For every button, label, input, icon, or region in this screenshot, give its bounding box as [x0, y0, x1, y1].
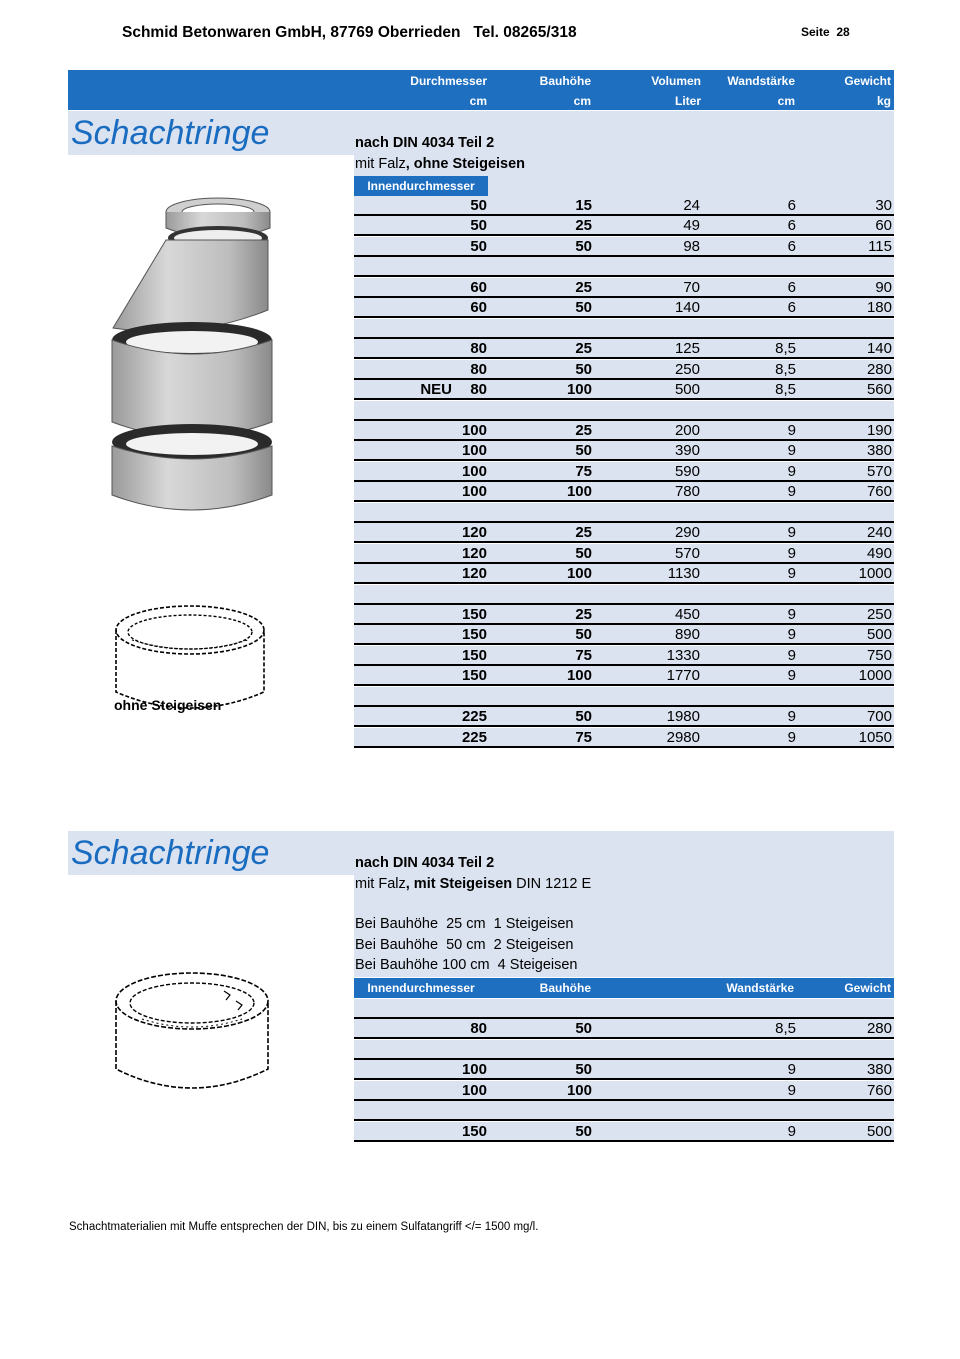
row-cell-bg [354, 503, 488, 523]
col-volume-unit: Liter [674, 94, 701, 108]
row-height: 50 [575, 544, 592, 562]
row-weight: 760 [866, 483, 892, 501]
row-diameter: 60 [470, 299, 487, 317]
table-row [354, 278, 894, 298]
row-weight: 1000 [858, 565, 892, 583]
section2-info-band [354, 831, 894, 977]
row-diameter: 100 [461, 1061, 487, 1079]
row-cell-bg [593, 401, 700, 421]
section1-norm: nach DIN 4034 Teil 2 [355, 135, 495, 151]
row-volume: 70 [683, 278, 700, 296]
row-diameter: 120 [461, 524, 487, 542]
row-weight: 380 [866, 442, 892, 460]
row-cell-bg [802, 401, 894, 421]
table-row [354, 216, 894, 236]
row-cell-bg [593, 1040, 700, 1060]
table-row [354, 360, 894, 380]
row-diameter: 60 [470, 278, 487, 296]
row-cell-bg [700, 1040, 802, 1060]
row-cell-bg [593, 1060, 700, 1080]
row-cell-bg [593, 1101, 700, 1121]
row-volume: 1330 [666, 646, 700, 664]
row-weight: 250 [866, 606, 892, 623]
table-row [354, 605, 894, 625]
table-spacer-row [354, 319, 894, 339]
row-volume: 450 [674, 606, 700, 623]
row-cell-bg [354, 687, 488, 707]
row-cell-bg [700, 999, 802, 1019]
row-volume: 24 [683, 197, 700, 214]
row-diameter: 80 [470, 381, 487, 399]
row-cell-bg [700, 585, 802, 605]
row-weight: 90 [875, 278, 892, 296]
row-cell-bg [700, 503, 802, 523]
row-height: 25 [575, 278, 592, 296]
row-weight: 280 [866, 360, 892, 378]
row-volume: 1130 [667, 565, 700, 583]
row-diameter: 150 [461, 667, 487, 685]
table-spacer-row [354, 257, 894, 277]
table-row [354, 298, 894, 318]
row-wall: 9 [787, 646, 796, 664]
ring-with-steps-drawing [112, 965, 277, 1105]
row-volume: 2980 [666, 728, 700, 746]
table-spacer-row [354, 999, 894, 1019]
row-weight: 560 [866, 381, 892, 399]
row-volume: 570 [674, 544, 700, 562]
row-weight: 760 [866, 1081, 892, 1099]
row-wall: 8,5 [775, 381, 796, 399]
steps-note-25: Bei Bauhöhe 25 cm 1 Steigeisen [355, 916, 574, 932]
row-wall: 9 [787, 626, 796, 644]
row-volume: 1980 [666, 708, 700, 726]
col-weight-unit: kg [876, 94, 891, 108]
row-diameter: 150 [461, 626, 487, 644]
row-cell-bg [593, 319, 700, 339]
row-wall: 6 [787, 299, 796, 317]
table-row [354, 196, 894, 216]
row-cell-bg [700, 401, 802, 421]
row-volume: 98 [683, 237, 700, 255]
col-weight-header: Gewicht [844, 74, 891, 88]
section2-variant: mit Falz, mit Steigeisen DIN 1212 E [355, 876, 592, 892]
col-volume-header: Volumen [651, 74, 701, 88]
row-height: 75 [575, 646, 592, 664]
section1-title: Schachtringe [71, 114, 270, 152]
row-wall: 9 [787, 1061, 796, 1079]
row-volume: 200 [674, 421, 700, 439]
row-weight: 60 [875, 217, 892, 235]
row-cell-bg [593, 503, 700, 523]
row-cell-bg [593, 585, 700, 605]
row-wall: 9 [787, 1081, 796, 1099]
table-row [354, 523, 894, 543]
row-wall: 9 [787, 483, 796, 501]
row-cell-bg [802, 257, 894, 277]
table-spacer-row [354, 687, 894, 707]
row-height: 25 [575, 340, 592, 358]
row-height: 100 [566, 483, 592, 501]
row-volume: 290 [674, 524, 700, 542]
row-cell-bg [488, 401, 593, 421]
row-height: 100 [566, 1081, 592, 1099]
row-cell-bg [593, 1122, 700, 1142]
table-spacer-row [354, 1040, 894, 1060]
row-diameter: 100 [461, 1081, 487, 1099]
row-diameter: 150 [461, 1122, 487, 1140]
row-height: 15 [575, 197, 592, 214]
row-weight: 180 [866, 299, 892, 317]
row-height: 50 [575, 442, 592, 460]
row-cell-bg [802, 503, 894, 523]
row-wall: 6 [787, 278, 796, 296]
row-wall: 9 [787, 421, 796, 439]
stacked-rings-drawing [108, 190, 278, 520]
row-diameter: 100 [461, 421, 487, 439]
inner-diameter-label: Innendurchmesser [354, 176, 488, 196]
col-height-header: Bauhöhe [539, 74, 591, 88]
row-height: 25 [575, 524, 592, 542]
row-weight: 240 [866, 524, 892, 542]
row-cell-bg [802, 687, 894, 707]
row-height: 100 [566, 667, 592, 685]
row-volume: 250 [674, 360, 700, 378]
row-cell-bg [354, 257, 488, 277]
row-cell-bg [700, 257, 802, 277]
row-height: 25 [575, 217, 592, 235]
row-weight: 500 [866, 1122, 892, 1140]
row-diameter: 100 [461, 462, 487, 480]
column-header-bar [68, 70, 894, 110]
row-cell-bg [593, 257, 700, 277]
row-volume: 390 [674, 442, 700, 460]
row-height: 25 [575, 421, 592, 439]
row-diameter: 80 [470, 1020, 487, 1038]
section1-variant: mit Falz, ohne Steigeisen [355, 156, 525, 172]
row-weight: 490 [866, 544, 892, 562]
row-wall: 9 [787, 524, 796, 542]
hdr-height: Bauhöhe [539, 981, 591, 995]
row-volume: 49 [683, 217, 700, 235]
row-cell-bg [593, 999, 700, 1019]
section2-table-header [354, 978, 894, 998]
hdr-wall: Wandstärke [726, 981, 794, 995]
row-cell-bg [802, 1101, 894, 1121]
table-row [354, 707, 894, 727]
table-row [354, 1019, 894, 1039]
row-height: 100 [566, 381, 592, 399]
table-row [354, 544, 894, 564]
row-cell-bg [488, 585, 593, 605]
row-cell-bg [593, 1019, 700, 1039]
table-row [354, 646, 894, 666]
row-height: 50 [575, 708, 592, 726]
row-volume: 125 [674, 340, 700, 358]
row-cell-bg [354, 319, 488, 339]
table-row [354, 1122, 894, 1142]
table-row [354, 482, 894, 502]
table-row [354, 339, 894, 359]
row-diameter: 150 [461, 646, 487, 664]
row-height: 75 [575, 462, 592, 480]
row-wall: 8,5 [775, 1020, 796, 1038]
row-volume: 780 [674, 483, 700, 501]
row-wall: 9 [787, 565, 796, 583]
steps-note-100: Bei Bauhöhe 100 cm 4 Steigeisen [355, 957, 578, 973]
row-diameter: 50 [470, 197, 487, 214]
row-weight: 30 [875, 197, 892, 214]
row-volume: 590 [674, 462, 700, 480]
steps-note-50: Bei Bauhöhe 50 cm 2 Steigeisen [355, 937, 574, 953]
row-weight: 115 [868, 237, 892, 255]
row-height: 50 [575, 299, 592, 317]
row-cell-bg [354, 1040, 488, 1060]
hdr-inner-diameter: Innendurchmesser [367, 981, 475, 995]
row-cell-bg [488, 1040, 593, 1060]
row-height: 50 [575, 1122, 592, 1140]
col-height-unit: cm [573, 94, 591, 108]
table-spacer-row [354, 585, 894, 605]
row-cell-bg [488, 257, 593, 277]
row-volume: 1770 [666, 667, 700, 685]
row-cell-bg [488, 999, 593, 1019]
page-number: Seite 28 [801, 25, 850, 39]
row-diameter: 80 [470, 340, 487, 358]
row-diameter: 80 [470, 360, 487, 378]
row-cell-bg [802, 999, 894, 1019]
row-height: 50 [575, 626, 592, 644]
row-weight: 190 [866, 421, 892, 439]
row-wall: 6 [787, 237, 796, 255]
image-caption-no-steps: ohne Steigeisen [114, 697, 222, 713]
row-height: 100 [566, 565, 592, 583]
row-cell-bg [593, 1081, 700, 1101]
row-cell-bg [700, 1101, 802, 1121]
row-cell-bg [802, 1040, 894, 1060]
row-cell-bg [488, 1101, 593, 1121]
row-volume: 140 [674, 299, 700, 317]
row-wall: 9 [787, 442, 796, 460]
table-row [354, 1081, 894, 1101]
row-weight: 500 [866, 626, 892, 644]
row-wall: 6 [787, 197, 796, 214]
row-cell-bg [354, 999, 488, 1019]
row-wall: 6 [787, 217, 796, 235]
row-diameter: 225 [461, 708, 487, 726]
table-spacer-row [354, 401, 894, 421]
row-wall: 9 [787, 606, 796, 623]
row-diameter: 225 [461, 728, 487, 746]
row-cell-bg [488, 503, 593, 523]
row-height: 50 [575, 1020, 592, 1038]
row-weight: 380 [866, 1061, 892, 1079]
row-diameter: 100 [461, 483, 487, 501]
row-diameter: 50 [470, 237, 487, 255]
row-cell-bg [354, 585, 488, 605]
row-wall: 9 [787, 708, 796, 726]
table-spacer-row [354, 503, 894, 523]
row-height: 50 [575, 1061, 592, 1079]
table-row [354, 625, 894, 645]
row-weight: 1000 [858, 667, 892, 685]
table-row [354, 441, 894, 461]
row-diameter: 150 [461, 606, 487, 623]
row-wall: 9 [787, 667, 796, 685]
table-row [354, 564, 894, 584]
hdr-weight: Gewicht [844, 981, 891, 995]
row-cell-bg [488, 687, 593, 707]
company-header: Schmid Betonwaren GmbH, 87769 Oberrieden Tel. 08265/318 [122, 24, 577, 41]
row-tag: NEU [420, 381, 452, 399]
row-height: 50 [575, 360, 592, 378]
row-wall: 8,5 [775, 360, 796, 378]
row-cell-bg [802, 585, 894, 605]
table-spacer-row [354, 1101, 894, 1121]
section2-title: Schachtringe [71, 834, 270, 872]
row-diameter: 50 [470, 217, 487, 235]
table-row [354, 380, 894, 400]
row-weight: 280 [866, 1020, 892, 1038]
row-wall: 9 [787, 1122, 796, 1140]
row-cell-bg [488, 319, 593, 339]
table-row [354, 237, 894, 257]
table-row [354, 1060, 894, 1080]
row-weight: 700 [866, 708, 892, 726]
row-volume: 500 [674, 381, 700, 399]
row-cell-bg [354, 401, 488, 421]
row-height: 25 [575, 606, 592, 623]
col-wall-unit: cm [777, 94, 795, 108]
row-height: 75 [575, 728, 592, 746]
col-diameter-unit: cm [469, 94, 487, 108]
row-weight: 140 [866, 340, 892, 358]
row-wall: 9 [787, 544, 796, 562]
row-wall: 8,5 [775, 340, 796, 358]
footnote: Schachtmaterialien mit Muffe entsprechen der DIN, bis zu einem Sulfatangriff </= 1500 mg/l. [69, 1221, 539, 1233]
col-wall-header: Wandstärke [727, 74, 795, 88]
table-row [354, 728, 894, 748]
row-diameter: 120 [461, 565, 487, 583]
row-volume: 890 [674, 626, 700, 644]
row-cell-bg [354, 1101, 488, 1121]
table-row [354, 666, 894, 686]
row-height: 50 [575, 237, 592, 255]
row-diameter: 100 [461, 442, 487, 460]
row-cell-bg [802, 319, 894, 339]
table-row [354, 421, 894, 441]
row-cell-bg [700, 687, 802, 707]
row-wall: 9 [787, 462, 796, 480]
table-row [354, 462, 894, 482]
row-wall: 9 [787, 728, 796, 746]
row-weight: 1050 [858, 728, 892, 746]
section2-norm: nach DIN 4034 Teil 2 [355, 855, 495, 871]
col-diameter-header: Durchmesser [410, 74, 487, 88]
row-diameter: 120 [461, 544, 487, 562]
row-weight: 750 [866, 646, 892, 664]
row-cell-bg [593, 687, 700, 707]
row-weight: 570 [866, 462, 892, 480]
row-cell-bg [700, 319, 802, 339]
